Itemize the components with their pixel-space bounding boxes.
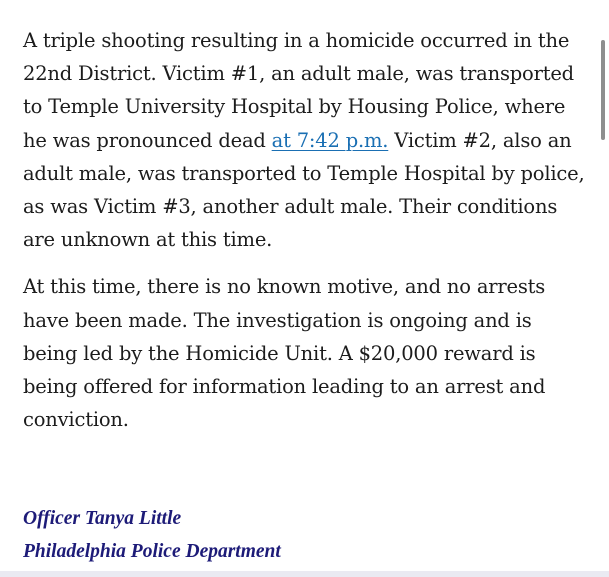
- time-link[interactable]: at 7:42 p.m.: [271, 128, 389, 152]
- officer-name: Officer Tanya Little: [23, 508, 182, 529]
- paragraph-1-text-end: Victim #2, also an adult male, was transported to Temple Hospital by police, as was Victim #3, another adult male. Their conditions are unknown at this time.: [23, 128, 585, 252]
- article-body: [23, 24, 591, 436]
- paragraph-1-text-start: A triple shooting resulting in a homicide occurred in the 22nd District. Victim #1, an adult male, was transported to Temple University Hospital by Housing Police, where he was pronounced dead: [23, 29, 574, 152]
- signature-block: [23, 502, 281, 568]
- bottom-divider: [0, 571, 609, 577]
- department-name: Philadelphia Police Department: [23, 541, 281, 562]
- article-paragraph-2: At this time, there is no known motive, and no arrests have been made. The investigation is ongoing and is being led by the Homicide Unit. A $20,000 reward is being offered for information leading to an arrest and conviction.: [23, 275, 546, 432]
- scrollbar-thumb[interactable]: [601, 40, 605, 140]
- article-paragraph-1: [23, 24, 591, 256]
